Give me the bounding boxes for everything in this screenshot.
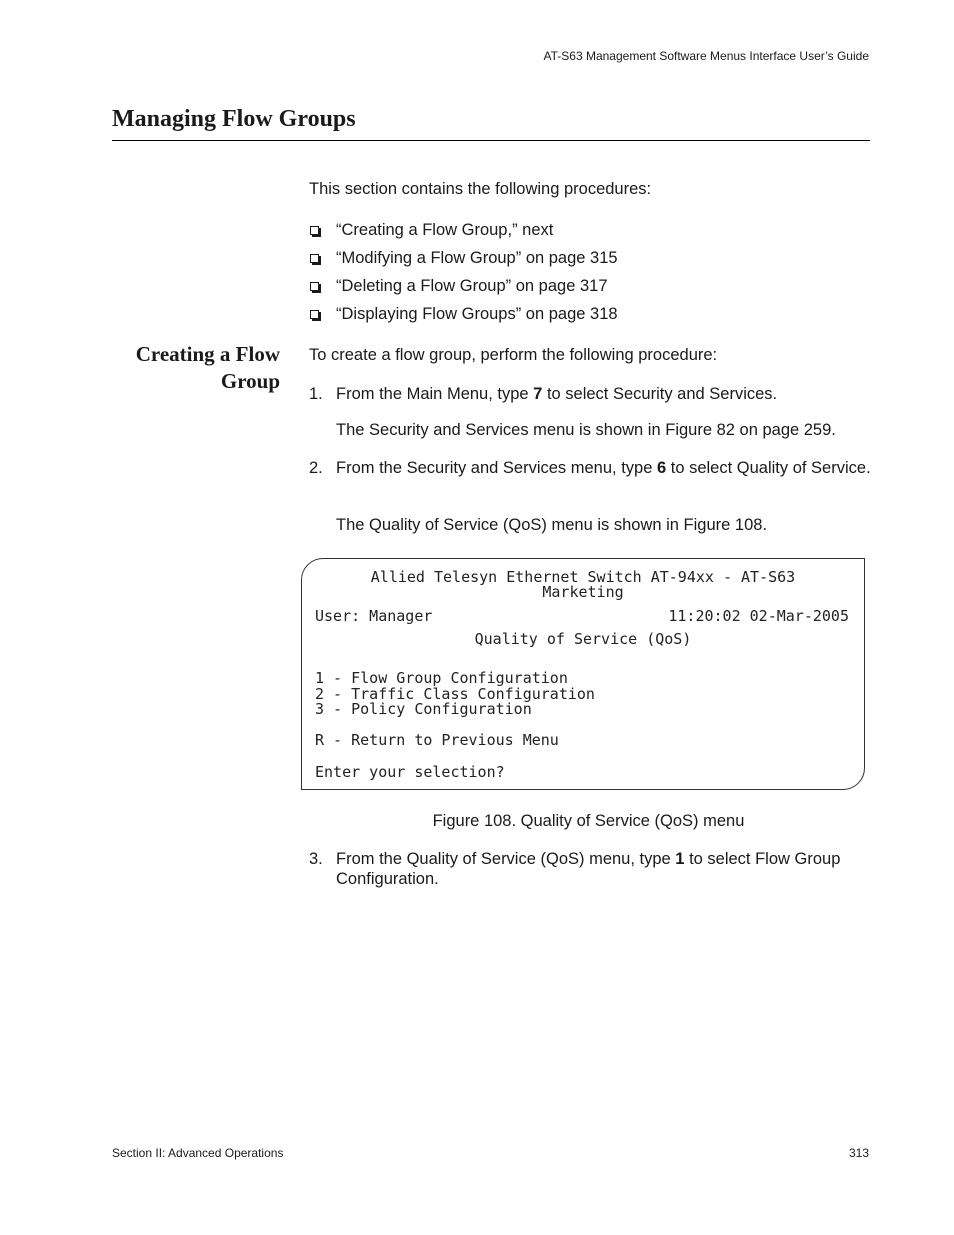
terminal-title: Allied Telesyn Ethernet Switch AT-94xx - AT-S63: [370, 568, 796, 586]
checkbox-bullet-icon: [310, 310, 319, 319]
step-text: From the Security and Services menu, type 6 to select Quality of Service.: [336, 459, 871, 477]
procedure-link[interactable]: “Modifying a Flow Group” on page 315: [336, 248, 618, 267]
terminal-prompt[interactable]: Enter your selection?: [315, 763, 505, 781]
procedure-link[interactable]: “Deleting a Flow Group” on page 317: [336, 276, 608, 295]
menu-option-return[interactable]: R - Return to Previous Menu: [315, 731, 559, 749]
procedure-link[interactable]: “Displaying Flow Groups” on page 318: [336, 304, 618, 323]
checkbox-bullet-icon: [310, 226, 319, 235]
title-divider: [112, 140, 870, 141]
subsection-title-line2: Group: [220, 369, 280, 393]
section-title: Managing Flow Groups: [112, 106, 356, 132]
menu-option[interactable]: 3 - Policy Configuration: [315, 700, 532, 718]
terminal-subtitle: Marketing: [542, 583, 624, 601]
list-item[interactable]: [309, 300, 618, 328]
page-number: 313: [848, 1146, 869, 1160]
key-input: 7: [533, 385, 543, 403]
running-header: AT-S63 Management Software Menus Interface User’s Guide: [543, 49, 869, 63]
checkbox-bullet-icon: [310, 282, 319, 291]
procedure-intro: To create a flow group, perform the following procedure:: [309, 346, 718, 364]
key-input: 1: [675, 850, 685, 868]
list-item[interactable]: [309, 244, 618, 272]
key-input: 6: [656, 459, 667, 477]
subsection-title-line1: Creating a Flow: [135, 342, 280, 366]
terminal-timestamp: 11:20:02 02-Mar-2005: [668, 607, 849, 625]
terminal-menu-title: Quality of Service (QoS): [474, 630, 692, 648]
list-item[interactable]: [309, 272, 618, 300]
step-number: 2.: [309, 459, 323, 477]
procedure-link[interactable]: “Creating a Flow Group,” next: [336, 220, 554, 239]
checkbox-bullet-icon: [310, 254, 319, 263]
footer-section: Section II: Advanced Operations: [112, 1146, 284, 1160]
subsection-title: [112, 341, 280, 395]
procedure-list: [309, 216, 618, 328]
step-text: From the Main Menu, type 7 to select Security and Services.: [336, 385, 778, 403]
figure-caption: Figure 108. Quality of Service (QoS) menu: [432, 812, 745, 830]
list-item[interactable]: [309, 216, 618, 244]
menu-option[interactable]: 1 - Flow Group Configuration: [315, 669, 568, 687]
step-number: 1.: [309, 385, 323, 403]
step-text: From the Quality of Service (QoS) menu, type 1 to select Flow Group Configuration.: [336, 850, 841, 888]
terminal-user: User: Manager: [315, 607, 433, 625]
intro-text: This section contains the following procedures:: [309, 180, 652, 198]
step-number: 3.: [309, 850, 323, 868]
menu-option[interactable]: 2 - Traffic Class Configuration: [315, 685, 595, 703]
terminal-screen: [301, 558, 865, 790]
